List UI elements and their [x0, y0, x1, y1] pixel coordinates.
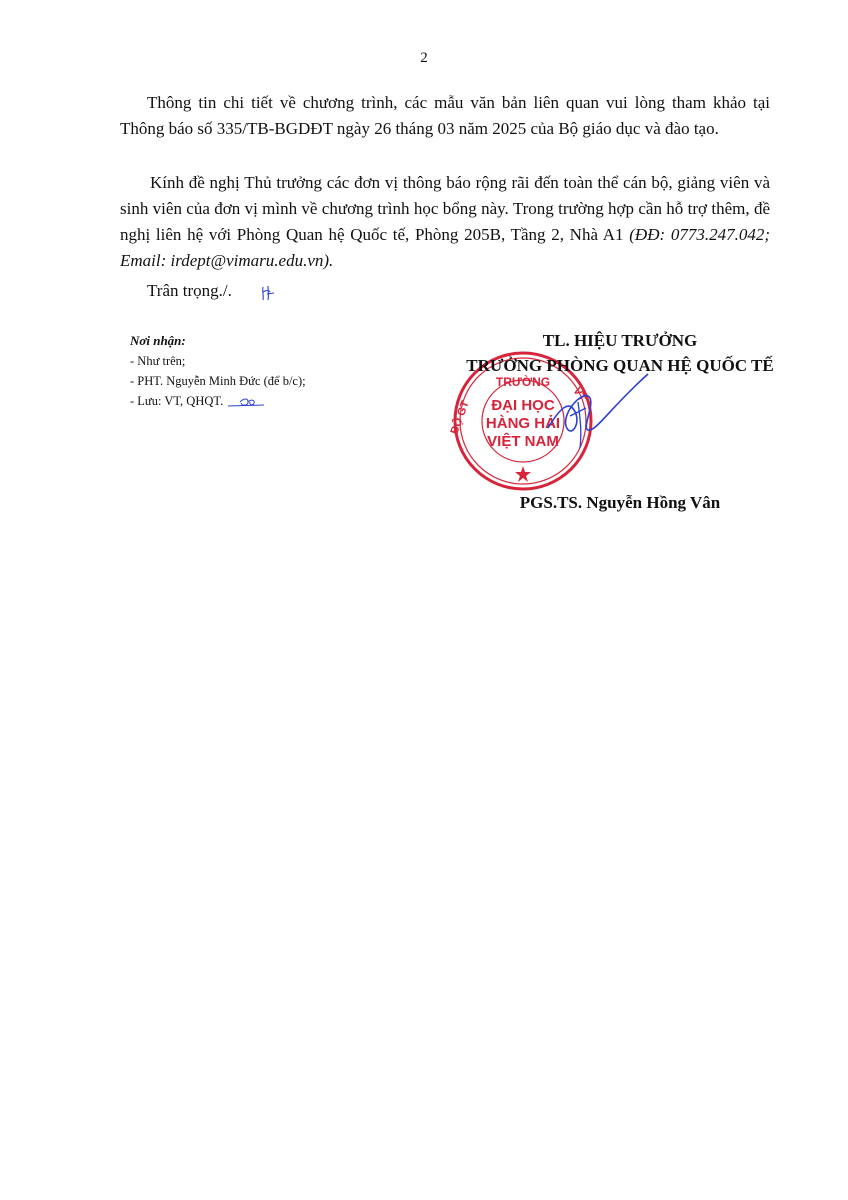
- recipient-item-text: - Lưu: VT, QHQT.: [130, 394, 224, 408]
- recipients-list: [130, 331, 390, 411]
- initial-mark-icon: [226, 395, 266, 409]
- seal-line: HÀNG HẢI: [485, 415, 561, 432]
- recipient-item: - Như trên;: [130, 354, 186, 368]
- seal-line: VIỆT NAM: [487, 433, 559, 450]
- recipient-item: - PHT. Nguyễn Minh Đức (để b/c);: [130, 374, 306, 388]
- closing-text: Trân trọng./.: [147, 281, 232, 300]
- signature-icon: [540, 368, 650, 458]
- recipient-item: [130, 391, 390, 411]
- paragraph-program-info: [120, 90, 770, 142]
- svg-text:BỘ GT: BỘ GT: [448, 399, 472, 437]
- paragraph-request: [120, 170, 770, 274]
- seal-line: ĐẠI HỌC: [491, 397, 555, 414]
- initial-mark-icon: [260, 284, 276, 302]
- page-number: 2: [420, 50, 428, 66]
- contact-info: (ĐĐ: 0773.247.042; Email: irdept@vimaru.edu.vn).: [120, 225, 770, 270]
- signature-title-line: TL. HIỆU TRƯỞNG: [542, 331, 698, 350]
- seal-line: TRƯỜNG: [495, 375, 551, 389]
- signature-title-line: TRƯỞNG PHÒNG QUAN HỆ QUỐC TẾ: [466, 356, 774, 375]
- paragraph-request-text: Kính đề nghị Thủ trưởng các đơn vị thông báo rộng rãi đến toàn thể cán bộ, giảng viên và sinh viên của đơn vị mình về chương trình học bổng này. Trong trường hợp cần hỗ trợ thêm, đề nghị liên hệ với Phòng Quan hệ Quốc tế, Phòng 205B, Tầng 2, Nhà A1: [120, 173, 770, 244]
- signer-name: PGS.TS. Nguyễn Hồng Vân: [519, 493, 721, 512]
- recipients-heading: Nơi nhận:: [130, 333, 186, 348]
- svg-text:VT: VT: [570, 385, 588, 404]
- paragraph-program-info-text: Thông tin chi tiết về chương trình, các mẫu văn bản liên quan vui lòng tham khảo tại Thông báo số 335/TB-BGDĐT ngày 26 tháng 03 năm 2025 của Bộ giáo dục và đào tạo.: [120, 93, 770, 138]
